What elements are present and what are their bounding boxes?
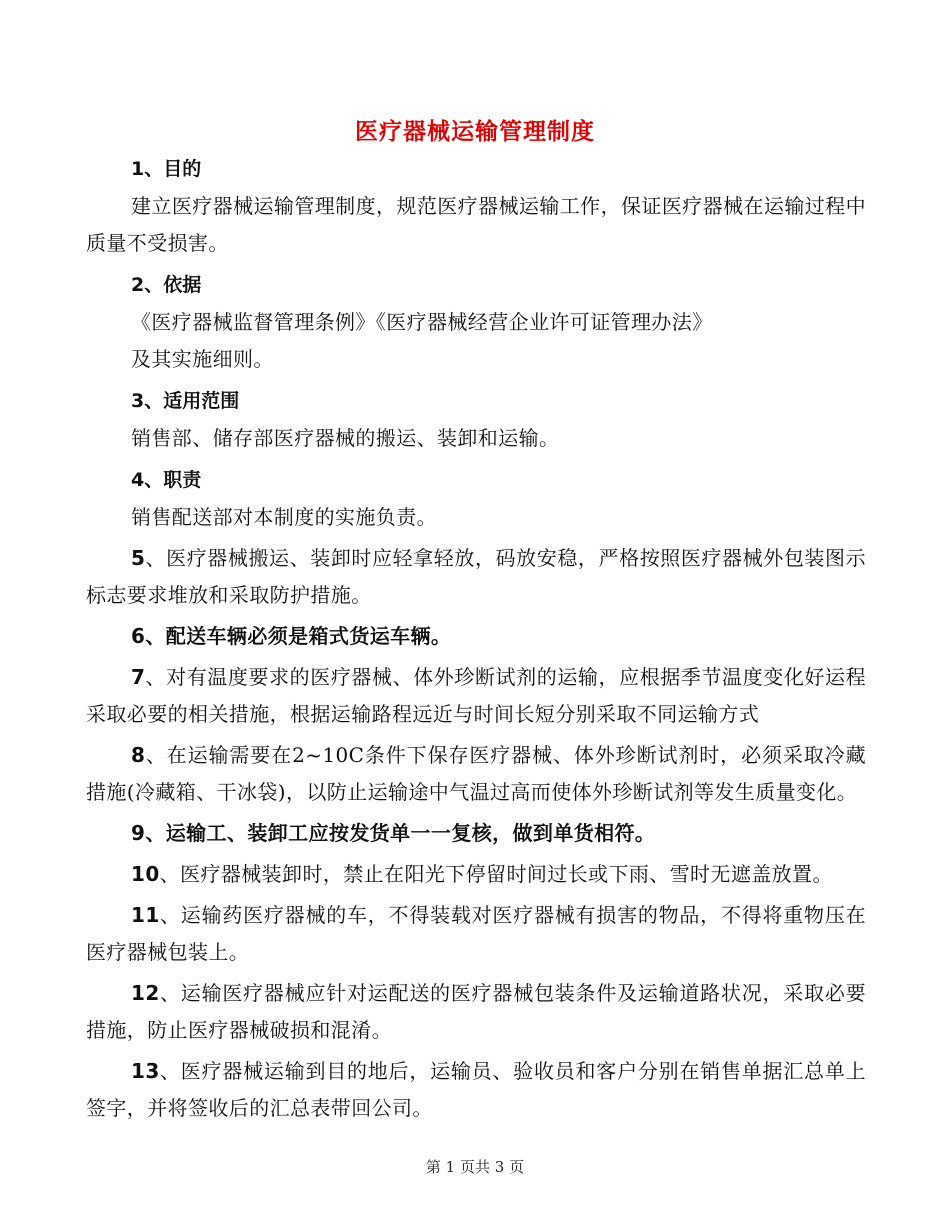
list-item (86, 618, 866, 655)
item-text: 、对有温度要求的医疗器械、体外珍断试剂的运输，应根据季节温度变化好运程采取必要的相关措施，根据运输路程远近与时间长短分别采取不同运输方式 (86, 665, 866, 726)
list-item (86, 975, 866, 1049)
document-body (86, 150, 866, 1127)
item-number: 13 (131, 1059, 160, 1083)
item-number: 9 (131, 821, 146, 845)
section-body-duty: 销售配送部对本制度的实施负责。 (131, 505, 437, 529)
item-number: 7 (131, 665, 146, 689)
list-item (86, 659, 866, 733)
list-item (86, 897, 866, 971)
item-number: 12 (131, 981, 160, 1005)
item-text: 、运输医疗器械应针对运配送的医疗器械包装条件及运输道路状况，采取必要措施，防止医疗器械破损和混淆。 (86, 981, 866, 1042)
item-text: 、运输药医疗器械的车，不得装载对医疗器械有损害的物品，不得将重物压在医疗器械包装上。 (86, 903, 866, 964)
item-text: 、在运输需要在2~10C条件下保存医疗器械、体外珍断试剂时，必须采取冷藏措施(冷藏箱、干冰袋)，以防止运输途中气温过高而使体外珍断试剂等发生质量变化。 (86, 743, 866, 804)
list-item (86, 737, 866, 811)
list-item (86, 540, 866, 614)
item-text: 、医疗器械搬运、装卸时应轻拿轻放，码放安稳，严格按照医疗器械外包装图示标志要求堆放和采取防护措施。 (86, 546, 866, 607)
item-number: 5 (131, 546, 146, 570)
section-heading-scope: 3、适用范围 (131, 390, 240, 412)
section-heading-duty: 4、职责 (131, 469, 202, 491)
item-number: 11 (131, 903, 160, 927)
section-heading-purpose: 1、目的 (131, 158, 202, 180)
section-body-scope: 销售部、储存部医疗器械的搬运、装卸和运输。 (131, 426, 560, 450)
item-number: 10 (131, 862, 160, 886)
list-item (86, 815, 866, 852)
item-text: 、运输工、装卸工应按发货单一一复核，做到单货相符。 (145, 821, 656, 845)
section-body-purpose: 建立医疗器械运输管理制度，规范医疗器械运输工作，保证医疗器械在运输过程中质量不受损害。 (86, 194, 866, 255)
section-heading-basis: 2、依据 (131, 274, 202, 296)
list-item (86, 856, 866, 893)
list-item (86, 1053, 866, 1127)
section-body-basis-line2: 及其实施细则。 (131, 347, 274, 371)
item-number: 8 (131, 743, 146, 767)
section-body-basis-line1: 《医疗器械监督管理条例》《医疗器械经营企业许可证管理办法》 (131, 310, 713, 334)
item-number: 6 (131, 624, 146, 648)
page-footer: 第 1 页共 3 页 (425, 1158, 525, 1176)
item-text: 、配送车辆必须是箱式货运车辆。 (145, 624, 452, 648)
item-text: 、医疗器械装卸时，禁止在阳光下停留时间过长或下雨、雪时无遮盖放置。 (159, 862, 833, 886)
item-text: 、医疗器械运输到目的地后，运输员、验收员和客户分别在销售单据汇总单上签字，并将签收后的汇总表带回公司。 (86, 1059, 866, 1120)
document-title: 医疗器械运输管理制度 (355, 119, 595, 145)
